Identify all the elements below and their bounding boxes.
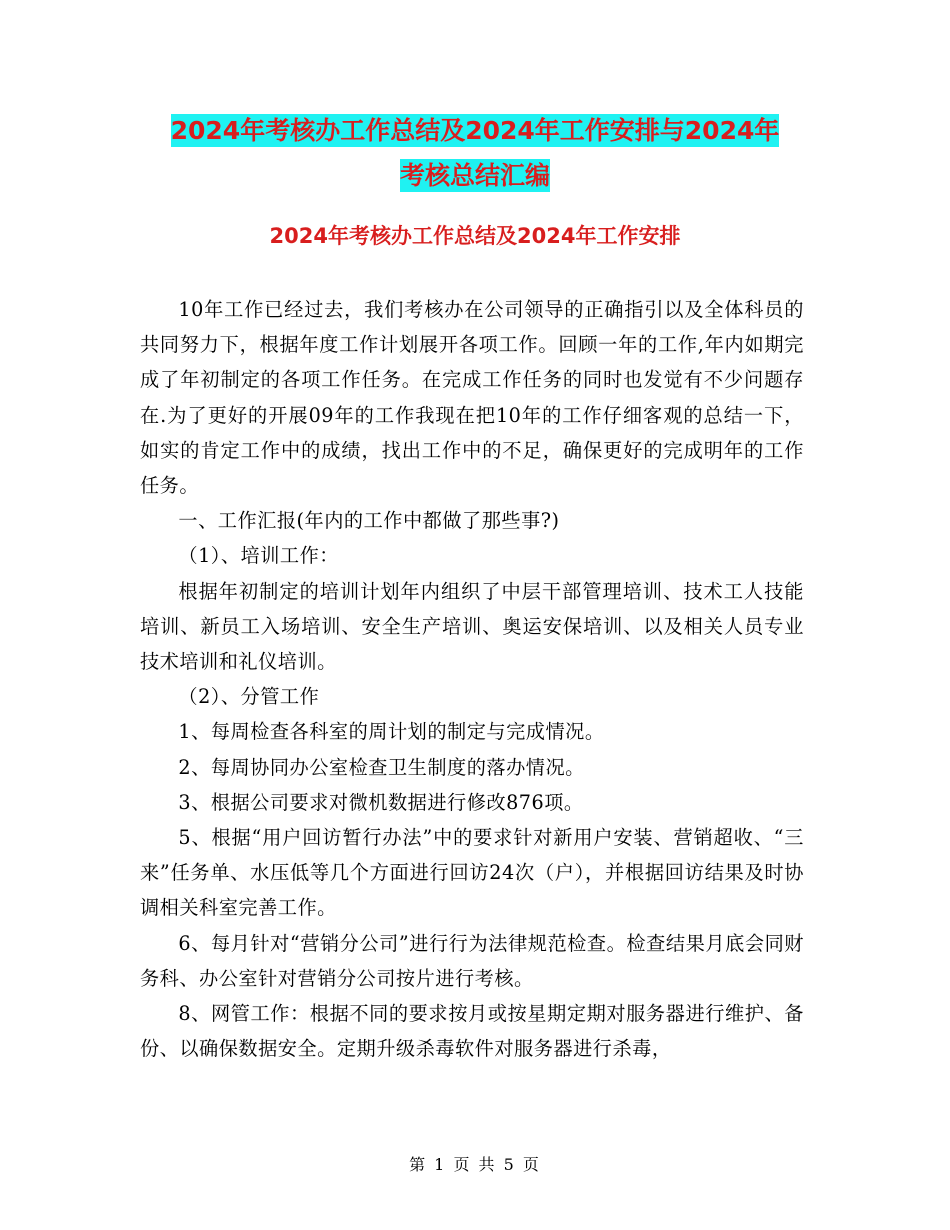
list-item-8: 8、网管工作：根据不同的要求按月或按星期定期对服务器进行维护、备份、以确保数据安全。定期升级杀毒软件对服务器进行杀毒， <box>140 1002 804 1061</box>
heading-work-report: 一、工作汇报(年内的工作中都做了那些事?) <box>178 509 560 533</box>
document-title-line-1: 2024年考核办工作总结及2024年工作安排与2024年 <box>170 116 780 145</box>
list-item-6: 6、每月针对“营销分公司”进行行为法律规范检查。检查结果月底会同财务科、办公室针对营销分公司按片进行考核。 <box>140 931 804 990</box>
document-title-line-2: 考核总结汇编 <box>399 161 550 190</box>
paragraph-training: 根据年初制定的培训计划年内组织了中层干部管理培训、技术工人技能培训、新员工入场培训、安全生产培训、奥运安保培训、以及相关人员专业技术培训和礼仪培训。 <box>140 579 804 674</box>
list-item-1: 1、每周检查各科室的周计划的制定与完成情况。 <box>178 720 605 744</box>
list-item-3: 3、根据公司要求对微机数据进行修改876项。 <box>178 790 584 814</box>
heading-training: （1）、培训工作： <box>178 544 339 568</box>
list-item-5: 5、根据“用户回访暂行办法”中的要求针对新用户安装、营销超收、“三来”任务单、水压低等几个方面进行回访24次（户），并根据回访结果及时协调相关科室完善工作。 <box>140 826 804 920</box>
list-item-2: 2、每周协同办公室检查卫生制度的落办情况。 <box>178 755 585 779</box>
heading-managed-work: （2）、分管工作 <box>178 685 320 709</box>
page-footer: 第 1 页 共 5 页 <box>409 1155 541 1174</box>
section-title: 2024年考核办工作总结及2024年工作安排 <box>269 224 681 248</box>
document-title <box>140 108 810 198</box>
document-body <box>140 292 804 1066</box>
paragraph-intro: 10年工作已经过去，我们考核办在公司领导的正确指引以及全体科员的共同努力下，根据年度工作计划展开各项工作。回顾一年的工作,年内如期完成了年初制定的各项工作任务。在完成工作任务的同时也发觉有不少问题存在.为了更好的开展09年的工作我现在把10年的工作仔细客观的总结一下，如实的肯定工作中的成绩，找出工作中的不足，确保更好的完成明年的工作任务。 <box>140 298 804 498</box>
